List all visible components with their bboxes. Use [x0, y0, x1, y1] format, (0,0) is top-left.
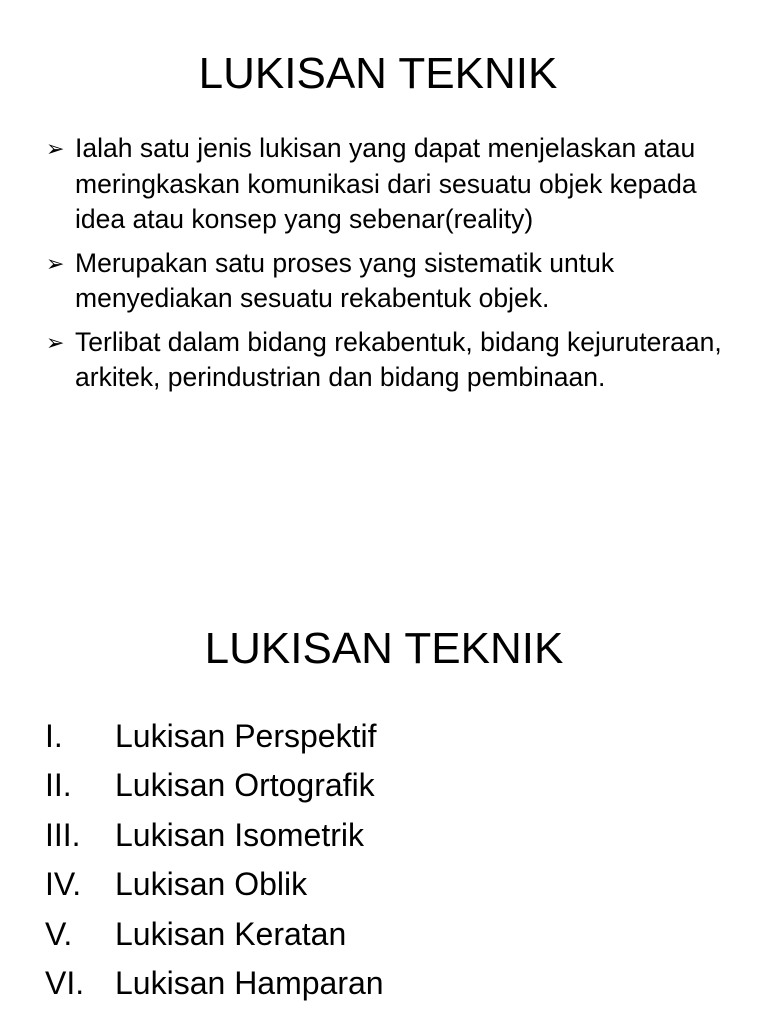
- item-label: Lukisan Hamparan: [115, 964, 384, 1001]
- slide-2: [0, 512, 768, 1024]
- arrow-bullet-icon: ➢: [46, 329, 65, 355]
- slide-2-title: LUKISAN TEKNIK: [204, 624, 564, 673]
- item-number: VI.: [45, 964, 85, 1001]
- item-number: IV.: [45, 866, 82, 903]
- bullet-item: [46, 131, 746, 238]
- item-number: V.: [45, 915, 73, 952]
- item-number: I.: [45, 718, 63, 754]
- arrow-bullet-icon: ➢: [46, 250, 65, 276]
- item-label: Lukisan Keratan: [115, 915, 347, 952]
- item-label: Lukisan Isometrik: [115, 816, 364, 853]
- arrow-bullet-icon: ➢: [46, 136, 65, 161]
- list-item: [45, 860, 384, 909]
- item-number: II.: [45, 767, 72, 804]
- list-item: [45, 910, 384, 959]
- item-label: Lukisan Perspektif: [115, 718, 377, 754]
- item-label: Lukisan Oblik: [115, 866, 308, 903]
- item-number: III.: [45, 816, 81, 853]
- slide-1-title: LUKISAN TEKNIK: [198, 49, 558, 98]
- bullet-list: [46, 131, 746, 404]
- bullet-text: Ialah satu jenis lukisan yang dapat menjelaskan atau meringkaskan komunikasi dari sesuatu objek kepada idea atau konsep yang sebenar(reality): [75, 133, 697, 234]
- bullet-text: Merupakan satu proses yang sistematik untuk menyediakan sesuatu rekabentuk objek.: [75, 247, 615, 313]
- bullet-item: [46, 325, 746, 396]
- list-item: [45, 811, 384, 860]
- list-item: [45, 959, 384, 1008]
- item-label: Lukisan Ortografik: [115, 767, 375, 804]
- list-item: [45, 761, 384, 810]
- bullet-text: Terlibat dalam bidang rekabentuk, bidang kejuruteraan, arkitek, perindustrian dan bidang pembinaan.: [75, 326, 722, 392]
- bullet-item: [46, 246, 746, 317]
- list-item: [45, 712, 384, 761]
- roman-numbered-list: [45, 712, 384, 1008]
